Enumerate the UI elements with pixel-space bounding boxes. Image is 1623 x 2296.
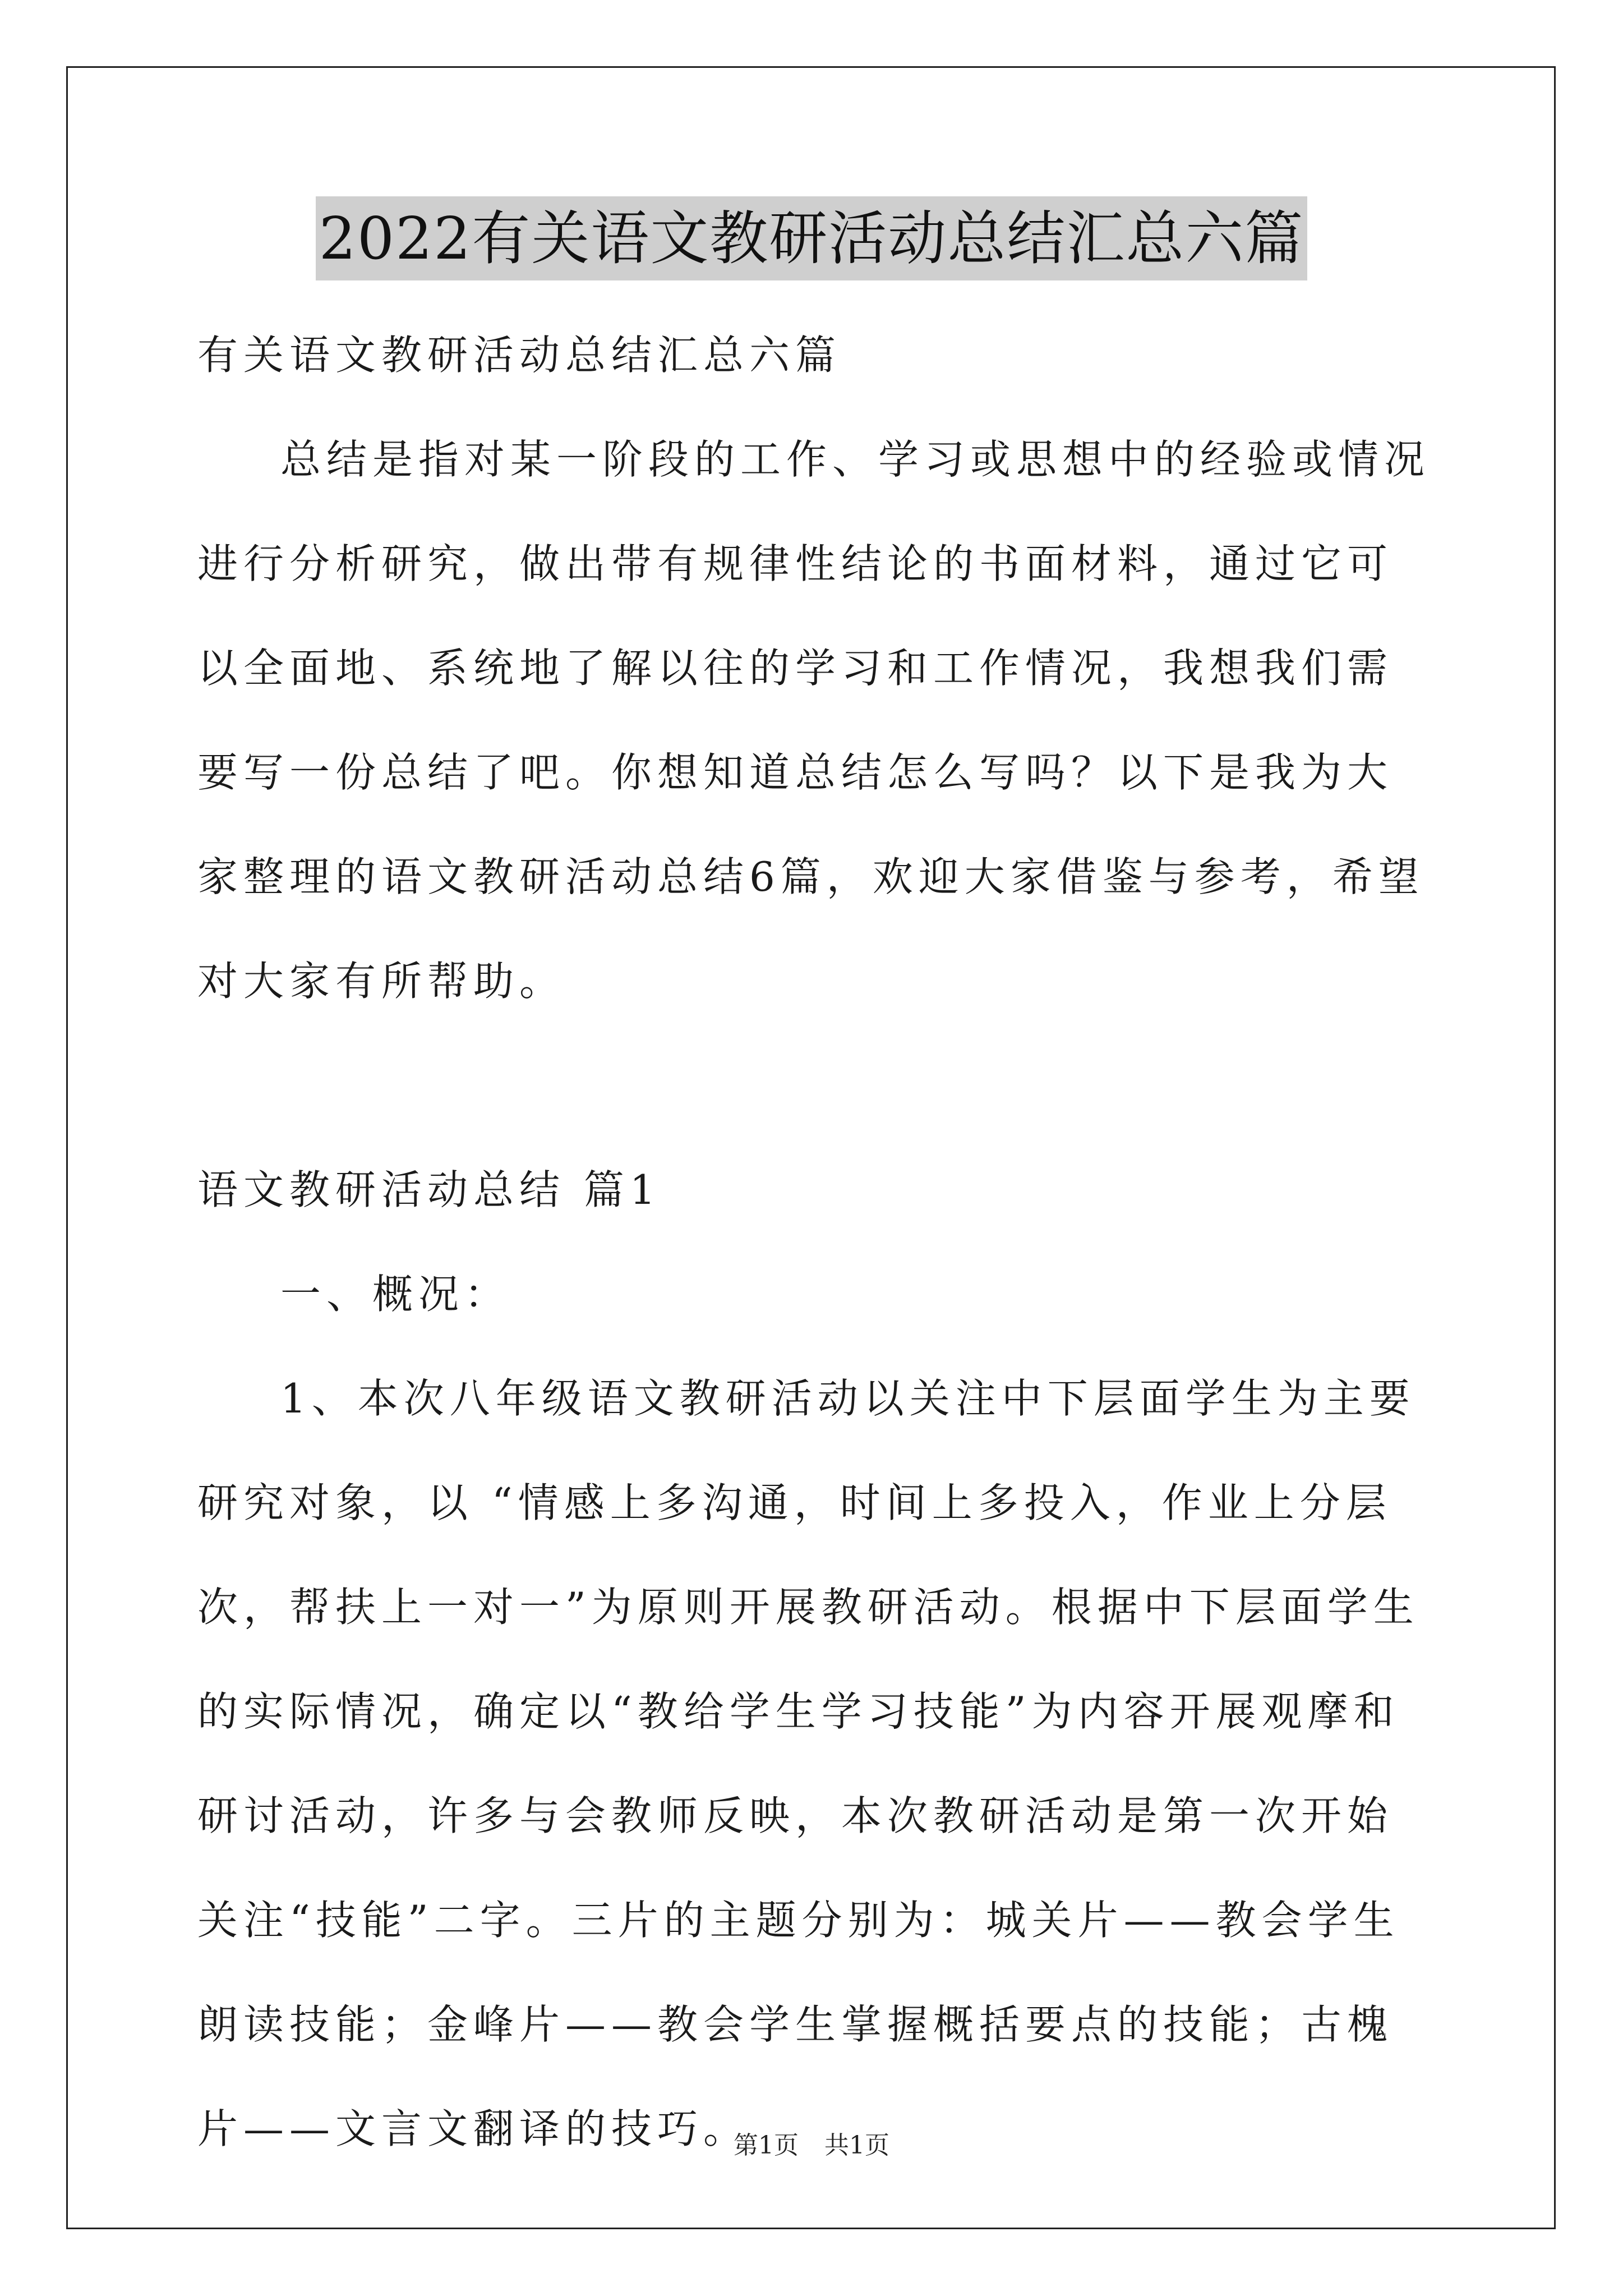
document-title: 2022有关语文教研活动总结汇总六篇 bbox=[316, 196, 1308, 280]
overview-heading: 一、概况： bbox=[280, 1271, 511, 1318]
section-heading: 语文教研活动总结 篇1 bbox=[197, 1166, 661, 1213]
intro-paragraph: 总结是指对某一阶段的工作、学习或思想中的经验或情况进行分析研究，做出带有规律性结论的书面材料，通过它可以全面地、系统地了解以往的学习和工作情况，我想我们需要写一份总结了吧。你想知道总结怎么写吗？以下是我为大家整理的语文教研活动总结6篇，欢迎大家借鉴与参考，希望对大家有所帮助。 bbox=[197, 436, 1431, 1005]
body-paragraph: 1、本次八年级语文教研活动以关注中下层面学生为主要研究对象，以 “情感上多沟通，时间上多投入，作业上分层次，帮扶上一对一”为原则开展教研活动。根据中下层面学生的实际情况，确定以“教给学生学习技能”为内容开展观摩和研讨活动，许多与会教师反映，本次教研活动是第一次开始关注“技能”二字。三片的主题分别为：城关片——教会学生朗读技能；金峰片——教会学生掌握概括要点的技能；古槐片——文言文翻译的技巧。 bbox=[197, 1375, 1419, 2152]
page-number: 第1页 bbox=[734, 2131, 799, 2160]
page-footer bbox=[0, 2129, 1623, 2162]
title-container bbox=[0, 196, 1623, 280]
document-subtitle: 有关语文教研活动总结汇总六篇 bbox=[197, 332, 842, 379]
spacer bbox=[197, 1033, 1431, 1138]
document-body bbox=[197, 303, 1431, 2181]
page-total: 共1页 bbox=[824, 2131, 889, 2160]
